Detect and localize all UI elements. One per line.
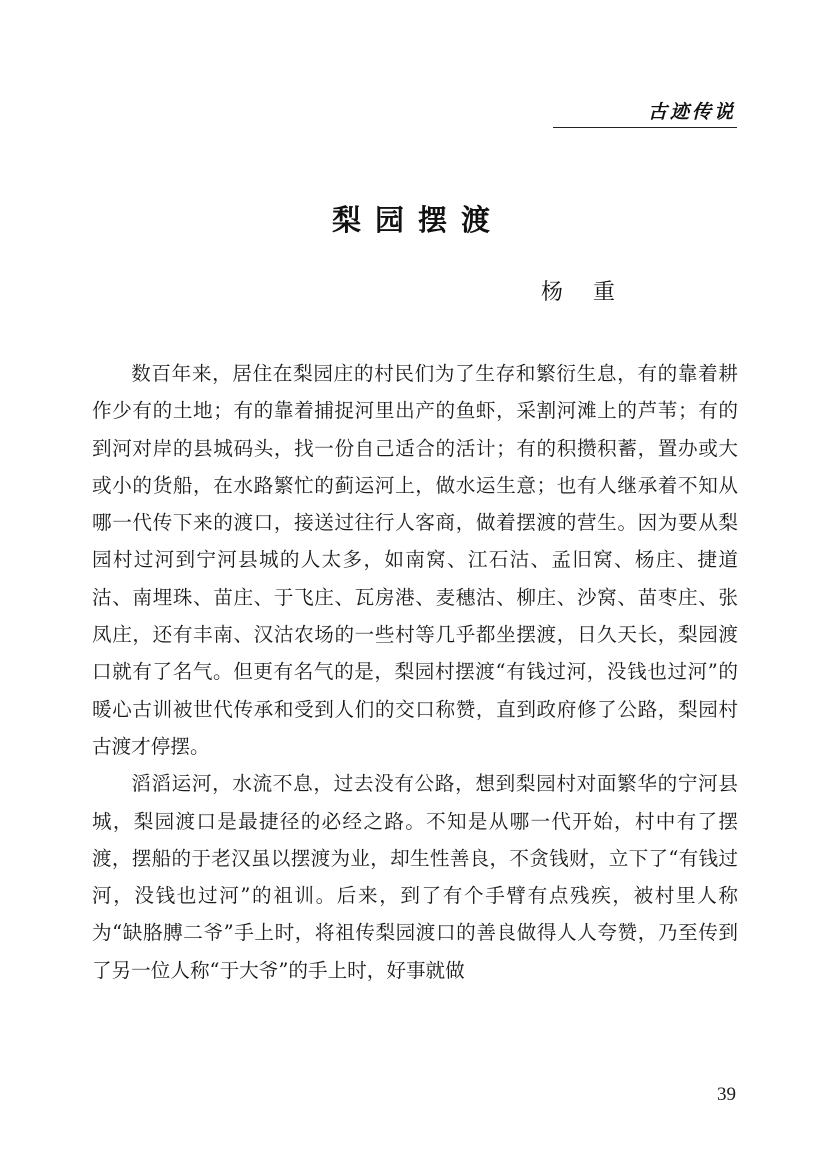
page-number: 39 [717, 1084, 736, 1105]
article-body [92, 355, 738, 989]
running-head: 古迹传说 [647, 101, 736, 123]
header-rule [553, 127, 737, 128]
paragraph-2: 滔滔运河，水流不息，过去没有公路，想到梨园村对面繁华的宁河县城，梨园渡口是最捷径的必经之路。不知是从哪一代开始，村中有了摆渡，摆船的于老汉虽以摆渡为业，却生性善良，不贪钱财，立下了“有钱过河，没钱也过河”的祖训。后来，到了有个手臂有点残疾，被村里人称为“缺胳膊二爷”手上时，将祖传梨园渡口的善良做得人人夸赞，乃至传到了另一位人称“于大爷”的手上时，好事就做 [92, 772, 738, 982]
paragraph-1: 数百年来，居住在梨园庄的村民们为了生存和繁衍生息，有的靠着耕作少有的土地；有的靠着捕捉河里出产的鱼虾，采割河滩上的芦苇；有的到河对岸的县城码头，找一份自己适合的活计；有的积攒积蓄，置办或大或小的货船，在水路繁忙的蓟运河上，做水运生意；也有人继承着不知从哪一代传下来的渡口，接送过往行人客商，做着摆渡的营生。因为要从梨园村过河到宁河县城的人太多，如南窝、江石沽、孟旧窝、杨庄、捷道沽、南埋珠、苗庄、于飞庄、瓦房港、麦穗沽、柳庄、沙窝、苗枣庄、张凤庄，还有丰南、汉沽农场的一些村等几乎都坐摆渡，日久天长，梨园渡口就有了名气。但更有名气的是，梨园村摆渡“有钱过河，没钱也过河”的暖心古训被世代传承和受到人们的交口称赞，直到政府修了公路，梨园村古渡才停摆。 [92, 362, 738, 758]
article-title: 梨园摆渡 [331, 203, 504, 237]
author-name: 杨重 [541, 280, 646, 305]
